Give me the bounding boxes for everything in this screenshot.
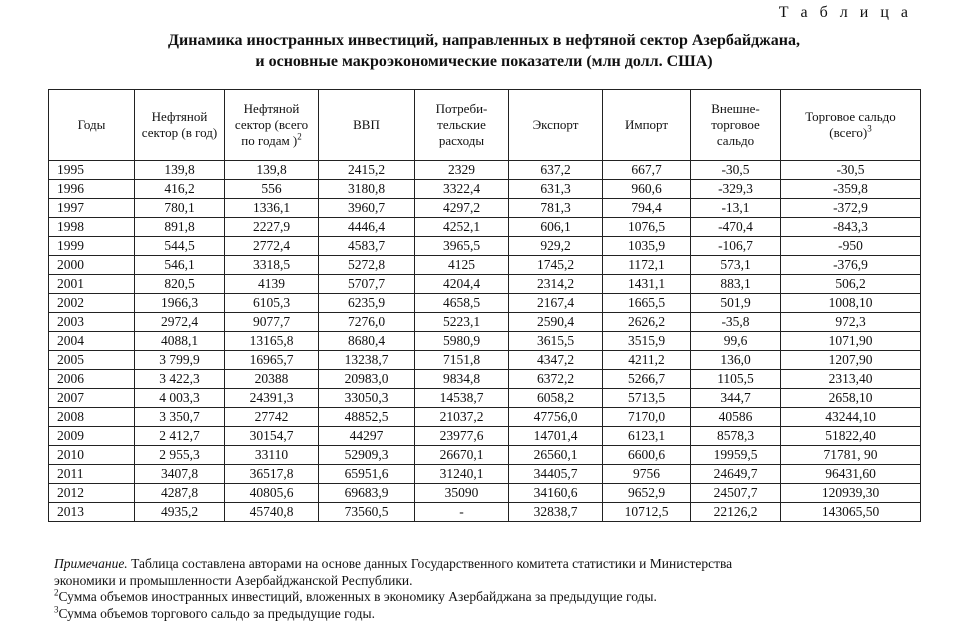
cell-oil-total: 20388 <box>225 370 319 389</box>
cell-gdp: 13238,7 <box>319 351 415 370</box>
cell-ext-balance: 136,0 <box>691 351 781 370</box>
cell-year: 2007 <box>49 389 135 408</box>
cell-ext-balance: 573,1 <box>691 256 781 275</box>
cell-trade-balance: 1008,10 <box>781 294 921 313</box>
cell-oil-year: 2 412,7 <box>135 427 225 446</box>
cell-oil-year: 416,2 <box>135 180 225 199</box>
table-row <box>49 408 921 427</box>
cell-gdp: 33050,3 <box>319 389 415 408</box>
cell-oil-year: 2972,4 <box>135 313 225 332</box>
cell-consumption: 4125 <box>415 256 509 275</box>
cell-year: 1995 <box>49 161 135 180</box>
table-title <box>0 30 968 72</box>
cell-ext-balance: -35,8 <box>691 313 781 332</box>
title-line-2: и основные макроэкономические показатели (млн долл. США) <box>255 53 713 70</box>
cell-gdp: 65951,6 <box>319 465 415 484</box>
cell-ext-balance: 40586 <box>691 408 781 427</box>
cell-import: 4211,2 <box>603 351 691 370</box>
cell-consumption: 5223,1 <box>415 313 509 332</box>
header-trade-balance: Торговое сальдо (всего)$^3$ <box>781 90 921 161</box>
cell-gdp: 48852,5 <box>319 408 415 427</box>
table-row <box>49 484 921 503</box>
cell-consumption: 3322,4 <box>415 180 509 199</box>
cell-export: 1745,2 <box>509 256 603 275</box>
cell-gdp: 6235,9 <box>319 294 415 313</box>
cell-trade-balance: 1071,90 <box>781 332 921 351</box>
cell-gdp: 44297 <box>319 427 415 446</box>
table-row <box>49 389 921 408</box>
table-row <box>49 199 921 218</box>
cell-gdp: 4446,4 <box>319 218 415 237</box>
cell-gdp: 5272,8 <box>319 256 415 275</box>
cell-trade-balance: -950 <box>781 237 921 256</box>
cell-import: 1035,9 <box>603 237 691 256</box>
cell-trade-balance: 51822,40 <box>781 427 921 446</box>
cell-import: 1172,1 <box>603 256 691 275</box>
cell-trade-balance: 143065,50 <box>781 503 921 522</box>
cell-ext-balance: -106,7 <box>691 237 781 256</box>
table-row <box>49 313 921 332</box>
cell-export: 781,3 <box>509 199 603 218</box>
cell-import: 1076,5 <box>603 218 691 237</box>
cell-oil-year: 4287,8 <box>135 484 225 503</box>
cell-oil-total: 30154,7 <box>225 427 319 446</box>
cell-oil-total: 2772,4 <box>225 237 319 256</box>
cell-year: 2000 <box>49 256 135 275</box>
cell-oil-total: 1336,1 <box>225 199 319 218</box>
table-row <box>49 237 921 256</box>
cell-ext-balance: 501,9 <box>691 294 781 313</box>
cell-consumption: 3965,5 <box>415 237 509 256</box>
cell-year: 2001 <box>49 275 135 294</box>
cell-year: 2013 <box>49 503 135 522</box>
cell-export: 34405,7 <box>509 465 603 484</box>
cell-export: 32838,7 <box>509 503 603 522</box>
table-row <box>49 503 921 522</box>
cell-trade-balance: 120939,30 <box>781 484 921 503</box>
cell-import: 7170,0 <box>603 408 691 427</box>
cell-year: 2011 <box>49 465 135 484</box>
cell-year: 2008 <box>49 408 135 427</box>
cell-export: 631,3 <box>509 180 603 199</box>
cell-oil-total: 4139 <box>225 275 319 294</box>
cell-oil-total: 33110 <box>225 446 319 465</box>
cell-consumption: 2329 <box>415 161 509 180</box>
cell-import: 5266,7 <box>603 370 691 389</box>
cell-consumption: 4204,4 <box>415 275 509 294</box>
cell-trade-balance: 506,2 <box>781 275 921 294</box>
cell-ext-balance: 22126,2 <box>691 503 781 522</box>
cell-oil-year: 891,8 <box>135 218 225 237</box>
cell-consumption: 35090 <box>415 484 509 503</box>
cell-oil-year: 4935,2 <box>135 503 225 522</box>
note-line-2: экономики и промышленности Азербайджанской Республики. <box>54 572 413 588</box>
cell-year: 2003 <box>49 313 135 332</box>
cell-year: 1996 <box>49 180 135 199</box>
cell-year: 2004 <box>49 332 135 351</box>
cell-import: 6600,6 <box>603 446 691 465</box>
cell-oil-total: 6105,3 <box>225 294 319 313</box>
cell-gdp: 52909,3 <box>319 446 415 465</box>
cell-oil-total: 27742 <box>225 408 319 427</box>
cell-export: 2590,4 <box>509 313 603 332</box>
header-ext-balance: Внешне-торговое сальдо <box>691 90 781 161</box>
cell-year: 2002 <box>49 294 135 313</box>
cell-import: 960,6 <box>603 180 691 199</box>
note-line-1 <box>54 556 914 573</box>
cell-import: 9756 <box>603 465 691 484</box>
cell-consumption: 5980,9 <box>415 332 509 351</box>
cell-oil-total: 3318,5 <box>225 256 319 275</box>
cell-gdp: 3960,7 <box>319 199 415 218</box>
cell-oil-year: 4 003,3 <box>135 389 225 408</box>
cell-year: 1997 <box>49 199 135 218</box>
cell-oil-year: 2 955,3 <box>135 446 225 465</box>
cell-oil-year: 820,5 <box>135 275 225 294</box>
cell-export: 34160,6 <box>509 484 603 503</box>
cell-gdp: 3180,8 <box>319 180 415 199</box>
cell-export: 2314,2 <box>509 275 603 294</box>
cell-trade-balance: 43244,10 <box>781 408 921 427</box>
cell-oil-total: 24391,3 <box>225 389 319 408</box>
table-label: Т а б л и ц а <box>778 4 912 21</box>
header-row <box>49 90 921 161</box>
cell-trade-balance: -376,9 <box>781 256 921 275</box>
table-row <box>49 370 921 389</box>
cell-export: 6372,2 <box>509 370 603 389</box>
note-text: Таблица составлена авторами на основе данных Государственного комитета статистики и Министерства <box>127 556 733 571</box>
cell-ext-balance: 344,7 <box>691 389 781 408</box>
cell-oil-year: 3 422,3 <box>135 370 225 389</box>
cell-import: 2626,2 <box>603 313 691 332</box>
notes <box>54 556 914 622</box>
footnote-2-marker: 2 <box>297 131 302 142</box>
cell-consumption: 23977,6 <box>415 427 509 446</box>
cell-export: 3615,5 <box>509 332 603 351</box>
table-row <box>49 180 921 199</box>
cell-year: 2012 <box>49 484 135 503</box>
cell-export: 6058,2 <box>509 389 603 408</box>
cell-ext-balance: -329,3 <box>691 180 781 199</box>
cell-trade-balance: 1207,90 <box>781 351 921 370</box>
cell-export: 4347,2 <box>509 351 603 370</box>
table-row <box>49 332 921 351</box>
cell-import: 6123,1 <box>603 427 691 446</box>
cell-trade-balance: 96431,60 <box>781 465 921 484</box>
cell-ext-balance: 883,1 <box>691 275 781 294</box>
cell-consumption: 14538,7 <box>415 389 509 408</box>
cell-import: 1665,5 <box>603 294 691 313</box>
cell-oil-total: 36517,8 <box>225 465 319 484</box>
cell-oil-total: 9077,7 <box>225 313 319 332</box>
table-row <box>49 256 921 275</box>
cell-oil-year: 4088,1 <box>135 332 225 351</box>
cell-export: 47756,0 <box>509 408 603 427</box>
cell-gdp: 69683,9 <box>319 484 415 503</box>
cell-import: 10712,5 <box>603 503 691 522</box>
cell-gdp: 4583,7 <box>319 237 415 256</box>
cell-trade-balance: 71781, 90 <box>781 446 921 465</box>
cell-ext-balance: 1105,5 <box>691 370 781 389</box>
footnote-3-marker: 3 <box>867 123 872 134</box>
cell-export: 26560,1 <box>509 446 603 465</box>
cell-trade-balance: -30,5 <box>781 161 921 180</box>
cell-ext-balance: -13,1 <box>691 199 781 218</box>
cell-oil-year: 3 799,9 <box>135 351 225 370</box>
cell-year: 2010 <box>49 446 135 465</box>
cell-ext-balance: 24649,7 <box>691 465 781 484</box>
data-table <box>48 89 921 522</box>
cell-trade-balance: -372,9 <box>781 199 921 218</box>
cell-gdp: 73560,5 <box>319 503 415 522</box>
cell-gdp: 7276,0 <box>319 313 415 332</box>
cell-trade-balance: -843,3 <box>781 218 921 237</box>
cell-consumption: - <box>415 503 509 522</box>
header-consumption: Потреби-тельские расходы <box>415 90 509 161</box>
header-import: Импорт <box>603 90 691 161</box>
cell-import: 3515,9 <box>603 332 691 351</box>
table-row <box>49 465 921 484</box>
cell-oil-total: 40805,6 <box>225 484 319 503</box>
cell-consumption: 31240,1 <box>415 465 509 484</box>
cell-year: 1998 <box>49 218 135 237</box>
cell-year: 1999 <box>49 237 135 256</box>
cell-gdp: 5707,7 <box>319 275 415 294</box>
table-row <box>49 294 921 313</box>
cell-import: 5713,5 <box>603 389 691 408</box>
note-label: Примечание. <box>54 556 128 571</box>
cell-import: 794,4 <box>603 199 691 218</box>
cell-ext-balance: 8578,3 <box>691 427 781 446</box>
cell-ext-balance: -470,4 <box>691 218 781 237</box>
cell-ext-balance: -30,5 <box>691 161 781 180</box>
cell-consumption: 4658,5 <box>415 294 509 313</box>
cell-trade-balance: 972,3 <box>781 313 921 332</box>
table-row <box>49 275 921 294</box>
cell-trade-balance: 2658,10 <box>781 389 921 408</box>
cell-year: 2006 <box>49 370 135 389</box>
cell-export: 929,2 <box>509 237 603 256</box>
cell-export: 606,1 <box>509 218 603 237</box>
cell-gdp: 2415,2 <box>319 161 415 180</box>
cell-ext-balance: 24507,7 <box>691 484 781 503</box>
footnote-3: $^3$Сумма объемов торгового сальдо за предыдущие годы. <box>54 604 375 621</box>
title-line-1: Динамика иностранных инвестиций, направленных в нефтяной сектор Азербайджана, <box>168 32 800 49</box>
cell-oil-year: 139,8 <box>135 161 225 180</box>
cell-oil-year: 544,5 <box>135 237 225 256</box>
cell-oil-year: 3 350,7 <box>135 408 225 427</box>
cell-oil-year: 546,1 <box>135 256 225 275</box>
table-row <box>49 218 921 237</box>
cell-gdp: 8680,4 <box>319 332 415 351</box>
cell-export: 637,2 <box>509 161 603 180</box>
cell-ext-balance: 19959,5 <box>691 446 781 465</box>
cell-ext-balance: 99,6 <box>691 332 781 351</box>
table-row <box>49 427 921 446</box>
footnote-2: $^2$Сумма объемов иностранных инвестиций, вложенных в экономику Азербайджана за предыдущие годы. <box>54 587 657 604</box>
header-gdp: ВВП <box>319 90 415 161</box>
cell-year: 2005 <box>49 351 135 370</box>
cell-oil-total: 16965,7 <box>225 351 319 370</box>
cell-oil-year: 3407,8 <box>135 465 225 484</box>
cell-consumption: 4252,1 <box>415 218 509 237</box>
cell-oil-total: 139,8 <box>225 161 319 180</box>
cell-year: 2009 <box>49 427 135 446</box>
header-oil-total: Нефтяной сектор (всего по годам )$^2$ <box>225 90 319 161</box>
cell-oil-year: 780,1 <box>135 199 225 218</box>
cell-consumption: 26670,1 <box>415 446 509 465</box>
cell-consumption: 7151,8 <box>415 351 509 370</box>
header-years: Годы <box>49 90 135 161</box>
cell-oil-total: 2227,9 <box>225 218 319 237</box>
cell-oil-total: 556 <box>225 180 319 199</box>
cell-oil-total: 13165,8 <box>225 332 319 351</box>
cell-import: 1431,1 <box>603 275 691 294</box>
cell-consumption: 21037,2 <box>415 408 509 427</box>
cell-export: 14701,4 <box>509 427 603 446</box>
cell-import: 667,7 <box>603 161 691 180</box>
table-row <box>49 446 921 465</box>
table-row <box>49 351 921 370</box>
cell-trade-balance: 2313,40 <box>781 370 921 389</box>
cell-export: 2167,4 <box>509 294 603 313</box>
cell-consumption: 4297,2 <box>415 199 509 218</box>
table-row <box>49 161 921 180</box>
cell-oil-total: 45740,8 <box>225 503 319 522</box>
header-oil-year: Нефтяной сектор (в год) <box>135 90 225 161</box>
cell-import: 9652,9 <box>603 484 691 503</box>
cell-gdp: 20983,0 <box>319 370 415 389</box>
cell-consumption: 9834,8 <box>415 370 509 389</box>
cell-oil-year: 1966,3 <box>135 294 225 313</box>
header-export: Экспорт <box>509 90 603 161</box>
cell-trade-balance: -359,8 <box>781 180 921 199</box>
